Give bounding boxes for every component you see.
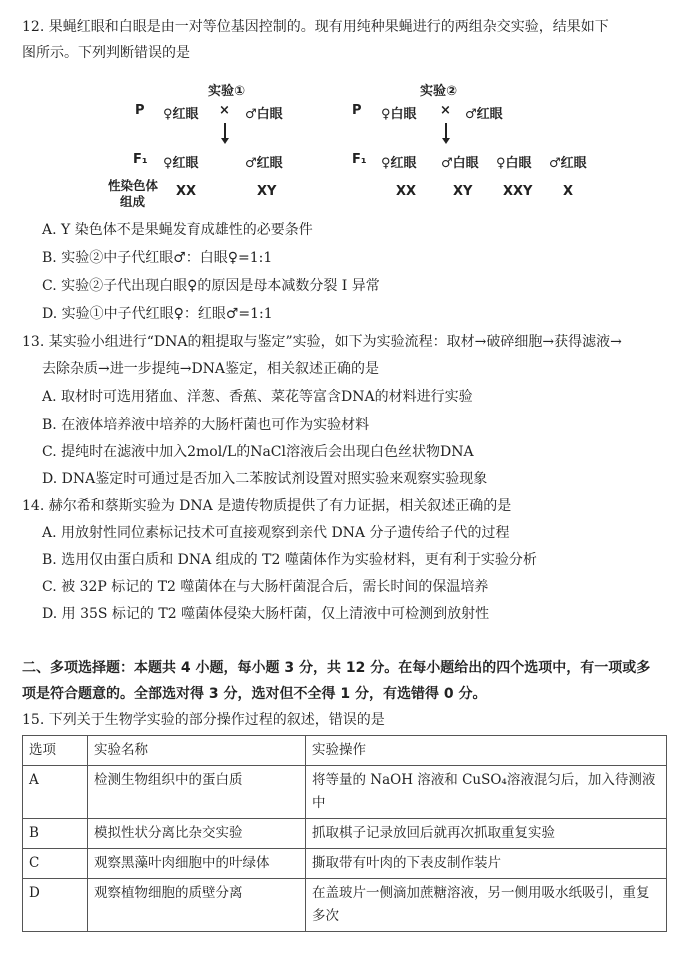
- section2-heading-line2: 项是符合题意的。全部选对得 3 分，选对但不全得 1 分，有选错得 0 分。: [22, 686, 487, 702]
- exp2-times: ×: [440, 103, 451, 118]
- exp1-f1-label: F₁: [133, 152, 148, 167]
- q13-option-d: D. DNA鉴定时可通过是否加入二苯胺试剂设置对照实验来观察实验现象: [42, 471, 488, 487]
- q13-option-b: B. 在液体培养液中培养的大肠杆菌也可作为实验材料: [42, 417, 370, 433]
- exp2-f1-a: ♀红眼: [381, 156, 417, 171]
- exp2-f1-label: F₁: [352, 152, 367, 167]
- q12-option-b: B. 实验②中子代红眼♂：白眼♀=1:1: [42, 250, 273, 266]
- q13-stem-line1: 13. 某实验小组进行“DNA的粗提取与鉴定”实验，如下为实验流程：取材→破碎细胞→获得滤液→: [22, 334, 622, 350]
- q13-option-a: A. 取材时可选用猪血、洋葱、香蕉、菜花等富含DNA的材料进行实验: [42, 389, 473, 405]
- exp1-sex-female: XX: [176, 184, 197, 199]
- table-cell-option: A: [23, 766, 88, 819]
- exp1-p-male: ♂白眼: [245, 107, 283, 122]
- exp1-arrow: [224, 123, 226, 139]
- exp2-p-label: P: [352, 103, 362, 118]
- table-row: [23, 849, 667, 879]
- sex-chromosome-label-1: 性染色体: [108, 178, 159, 193]
- q14-option-d: D. 用 35S 标记的 T2 噬菌体侵染大肠杆菌，仅上清液中可检测到放射性: [42, 606, 490, 622]
- exp1-sex-male: XY: [257, 184, 277, 199]
- table-header-option: 选项: [23, 736, 88, 766]
- exp1-p-female: ♀红眼: [163, 107, 199, 122]
- table-cell-name: 观察植物细胞的质壁分离: [88, 879, 306, 932]
- exp2-f1-c: ♀白眼: [496, 156, 532, 171]
- q13-option-c: C. 提纯时在滤液中加入2mol/L的NaCl溶液后会出现白色丝状物DNA: [42, 444, 474, 460]
- table-cell-name: 检测生物组织中的蛋白质: [88, 766, 306, 819]
- q14-option-b: B. 选用仅由蛋白质和 DNA 组成的 T2 噬菌体作为实验材料，更有利于实验分析: [42, 552, 537, 568]
- exp2-arrow: [445, 123, 447, 139]
- q13-stem-line2: 去除杂质→进一步提纯→DNA鉴定，相关叙述正确的是: [42, 361, 380, 377]
- exp1-f1-female: ♀红眼: [163, 156, 199, 171]
- table-row: [23, 766, 667, 819]
- exp1-times: ×: [219, 103, 230, 118]
- exp2-sex-b: XY: [453, 184, 473, 199]
- q12-stem-line1: 12. 果蝇红眼和白眼是由一对等位基因控制的。现有用纯种果蝇进行的两组杂交实验，结果如下: [22, 19, 609, 35]
- table-row: [23, 819, 667, 849]
- section2-heading-line1: 二、多项选择题：本题共 4 小题，每小题 3 分，共 12 分。在每小题给出的四个选项中，有一项或多: [22, 660, 651, 676]
- q12-option-c: C. 实验②子代出现白眼♀的原因是母本减数分裂 I 异常: [42, 278, 380, 294]
- sex-chromosome-label-2: 组成: [120, 194, 146, 209]
- q12-option-d: D. 实验①中子代红眼♀：红眼♂=1:1: [42, 306, 273, 322]
- table-cell-name: 观察黑藻叶肉细胞中的叶绿体: [88, 849, 306, 879]
- exp2-p-male: ♂红眼: [465, 107, 503, 122]
- q14-option-a: A. 用放射性同位素标记技术可直接观察到亲代 DNA 分子遗传给子代的过程: [42, 525, 510, 541]
- table-cell-operation: 抓取棋子记录放回后就再次抓取重复实验: [306, 819, 667, 849]
- table-cell-option: B: [23, 819, 88, 849]
- exp2-f1-b: ♂白眼: [441, 156, 479, 171]
- table-header-row: [23, 736, 667, 766]
- exp2-sex-d: X: [563, 184, 574, 199]
- table-cell-operation: 撕取带有叶肉的下表皮制作装片: [306, 849, 667, 879]
- q14-option-c: C. 被 32P 标记的 T2 噬菌体在与大肠杆菌混合后，需长时间的保温培养: [42, 579, 489, 595]
- table-row: [23, 879, 667, 932]
- exp1-p-label: P: [135, 103, 145, 118]
- table-cell-operation: 将等量的 NaOH 溶液和 CuSO₄溶液混匀后，加入待测液中: [306, 766, 667, 819]
- table-cell-option: D: [23, 879, 88, 932]
- table-cell-option: C: [23, 849, 88, 879]
- table-header-operation: 实验操作: [306, 736, 667, 766]
- q15-table: [22, 735, 667, 932]
- exp1-f1-male: ♂红眼: [245, 156, 283, 171]
- q14-stem: 14. 赫尔希和蔡斯实验为 DNA 是遗传物质提供了有力证据，相关叙述正确的是: [22, 498, 512, 514]
- table-cell-operation: 在盖玻片一侧滴加蔗糖溶液，另一侧用吸水纸吸引，重复多次: [306, 879, 667, 932]
- exp2-title: 实验②: [420, 84, 458, 99]
- q12-stem-line2: 图所示。下列判断错误的是: [22, 45, 190, 61]
- table-header-name: 实验名称: [88, 736, 306, 766]
- table-cell-name: 模拟性状分离比杂交实验: [88, 819, 306, 849]
- exp2-f1-d: ♂红眼: [549, 156, 587, 171]
- q12-option-a: A. Y 染色体不是果蝇发育成雄性的必要条件: [42, 222, 313, 238]
- exp2-sex-c: XXY: [503, 184, 533, 199]
- exp2-p-female: ♀白眼: [381, 107, 417, 122]
- exp1-title: 实验①: [208, 84, 246, 99]
- q15-stem: 15. 下列关于生物学实验的部分操作过程的叙述，错误的是: [22, 712, 385, 728]
- exp2-sex-a: XX: [396, 184, 417, 199]
